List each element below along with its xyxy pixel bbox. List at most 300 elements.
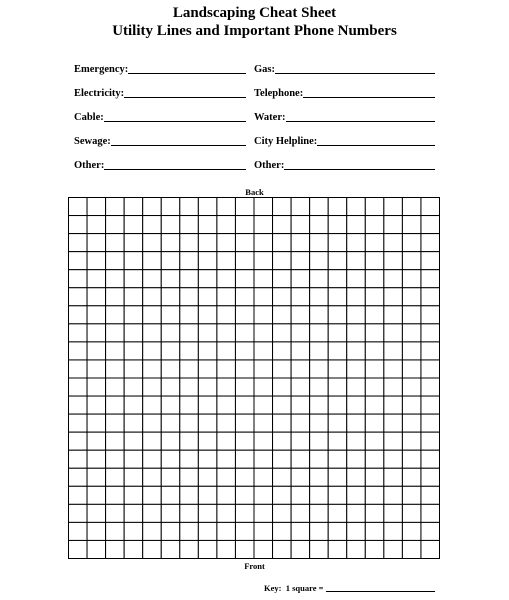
grid-square[interactable]: [291, 468, 310, 486]
grid-square[interactable]: [310, 324, 329, 342]
grid-square[interactable]: [273, 450, 292, 468]
grid-square[interactable]: [291, 324, 310, 342]
grid-square[interactable]: [235, 270, 254, 288]
grid-square[interactable]: [421, 288, 440, 306]
grid-square[interactable]: [180, 540, 199, 558]
grid-square[interactable]: [235, 234, 254, 252]
grid-square[interactable]: [328, 468, 347, 486]
grid-square[interactable]: [421, 306, 440, 324]
grid-square[interactable]: [69, 360, 88, 378]
grid-square[interactable]: [402, 360, 421, 378]
grid-square[interactable]: [310, 468, 329, 486]
grid-square[interactable]: [291, 522, 310, 540]
grid-square[interactable]: [198, 324, 217, 342]
grid-square[interactable]: [217, 324, 236, 342]
grid-square[interactable]: [310, 342, 329, 360]
write-in-line[interactable]: [111, 144, 246, 146]
grid-square[interactable]: [328, 432, 347, 450]
grid-square[interactable]: [69, 234, 88, 252]
grid-square[interactable]: [217, 540, 236, 558]
grid-square[interactable]: [106, 288, 125, 306]
grid-square[interactable]: [402, 252, 421, 270]
grid-square[interactable]: [421, 450, 440, 468]
grid-square[interactable]: [365, 414, 384, 432]
grid-square[interactable]: [310, 360, 329, 378]
grid-square[interactable]: [124, 234, 143, 252]
grid-square[interactable]: [254, 450, 273, 468]
grid-square[interactable]: [328, 504, 347, 522]
grid-square[interactable]: [161, 252, 180, 270]
grid-square[interactable]: [421, 504, 440, 522]
grid-square[interactable]: [217, 234, 236, 252]
grid-square[interactable]: [161, 216, 180, 234]
grid-square[interactable]: [180, 432, 199, 450]
grid-square[interactable]: [384, 450, 403, 468]
grid-square[interactable]: [161, 288, 180, 306]
write-in-line[interactable]: [128, 72, 246, 74]
grid-square[interactable]: [421, 486, 440, 504]
grid-square[interactable]: [291, 288, 310, 306]
grid-square[interactable]: [328, 306, 347, 324]
grid-square[interactable]: [69, 504, 88, 522]
grid-square[interactable]: [235, 504, 254, 522]
grid-square[interactable]: [310, 378, 329, 396]
grid-square[interactable]: [347, 504, 366, 522]
grid-square[interactable]: [217, 486, 236, 504]
grid-square[interactable]: [217, 468, 236, 486]
grid-square[interactable]: [235, 450, 254, 468]
grid-square[interactable]: [217, 432, 236, 450]
grid-square[interactable]: [235, 342, 254, 360]
grid-square[interactable]: [143, 324, 162, 342]
grid-square[interactable]: [235, 306, 254, 324]
grid-square[interactable]: [273, 270, 292, 288]
grid-square[interactable]: [310, 450, 329, 468]
write-in-line[interactable]: [286, 120, 436, 122]
grid-square[interactable]: [143, 198, 162, 216]
grid-square[interactable]: [124, 360, 143, 378]
grid-square[interactable]: [347, 234, 366, 252]
grid-square[interactable]: [235, 216, 254, 234]
grid-square[interactable]: [106, 468, 125, 486]
grid-square[interactable]: [310, 504, 329, 522]
grid-square[interactable]: [198, 378, 217, 396]
grid-square[interactable]: [310, 522, 329, 540]
grid-square[interactable]: [124, 342, 143, 360]
grid-square[interactable]: [124, 414, 143, 432]
grid-square[interactable]: [161, 468, 180, 486]
electricity-field[interactable]: [74, 84, 246, 100]
grid-square[interactable]: [235, 252, 254, 270]
grid-square[interactable]: [235, 324, 254, 342]
grid-square[interactable]: [87, 540, 106, 558]
grid-square[interactable]: [402, 450, 421, 468]
grid-square[interactable]: [328, 324, 347, 342]
grid-square[interactable]: [328, 378, 347, 396]
grid-square[interactable]: [124, 378, 143, 396]
grid-square[interactable]: [347, 324, 366, 342]
grid-square[interactable]: [180, 504, 199, 522]
grid-square[interactable]: [143, 288, 162, 306]
grid-square[interactable]: [143, 540, 162, 558]
grid-square[interactable]: [143, 414, 162, 432]
grid-square[interactable]: [254, 504, 273, 522]
grid-square[interactable]: [143, 342, 162, 360]
grid-square[interactable]: [402, 396, 421, 414]
grid-square[interactable]: [124, 288, 143, 306]
grid-square[interactable]: [384, 270, 403, 288]
grid-square[interactable]: [328, 396, 347, 414]
grid-square[interactable]: [273, 414, 292, 432]
grid-square[interactable]: [198, 198, 217, 216]
grid-square[interactable]: [106, 216, 125, 234]
grid-square[interactable]: [365, 540, 384, 558]
grid-square[interactable]: [124, 396, 143, 414]
grid-square[interactable]: [161, 504, 180, 522]
grid-square[interactable]: [365, 450, 384, 468]
grid-square[interactable]: [124, 504, 143, 522]
grid-square[interactable]: [124, 324, 143, 342]
grid-square[interactable]: [198, 540, 217, 558]
grid-square[interactable]: [198, 306, 217, 324]
grid-square[interactable]: [198, 450, 217, 468]
grid-square[interactable]: [328, 342, 347, 360]
grid-square[interactable]: [310, 306, 329, 324]
grid-square[interactable]: [254, 252, 273, 270]
grid-square[interactable]: [273, 468, 292, 486]
grid-square[interactable]: [217, 342, 236, 360]
grid-square[interactable]: [106, 414, 125, 432]
grid-square[interactable]: [69, 252, 88, 270]
grid-square[interactable]: [217, 504, 236, 522]
grid-square[interactable]: [328, 234, 347, 252]
grid-square[interactable]: [69, 540, 88, 558]
grid-square[interactable]: [69, 198, 88, 216]
grid-square[interactable]: [143, 522, 162, 540]
grid-square[interactable]: [365, 342, 384, 360]
grid-square[interactable]: [384, 468, 403, 486]
grid-square[interactable]: [254, 432, 273, 450]
grid-square[interactable]: [254, 486, 273, 504]
grid-square[interactable]: [124, 432, 143, 450]
grid-square[interactable]: [254, 234, 273, 252]
grid-square[interactable]: [198, 288, 217, 306]
write-in-line[interactable]: [124, 96, 246, 98]
grid-square[interactable]: [347, 522, 366, 540]
grid-square[interactable]: [291, 198, 310, 216]
grid-square[interactable]: [384, 252, 403, 270]
grid-square[interactable]: [365, 468, 384, 486]
grid-square[interactable]: [180, 306, 199, 324]
grid-square[interactable]: [347, 198, 366, 216]
grid-square[interactable]: [217, 360, 236, 378]
grid-square[interactable]: [384, 288, 403, 306]
grid-square[interactable]: [180, 360, 199, 378]
grid-square[interactable]: [365, 306, 384, 324]
grid-square[interactable]: [198, 342, 217, 360]
grid-square[interactable]: [180, 486, 199, 504]
grid-square[interactable]: [87, 270, 106, 288]
grid-square[interactable]: [384, 306, 403, 324]
grid-square[interactable]: [180, 234, 199, 252]
grid-square[interactable]: [310, 414, 329, 432]
grid-square[interactable]: [291, 504, 310, 522]
grid-square[interactable]: [198, 504, 217, 522]
grid-square[interactable]: [180, 324, 199, 342]
grid-square[interactable]: [198, 522, 217, 540]
grid-square[interactable]: [421, 378, 440, 396]
other-field-left[interactable]: [74, 156, 246, 172]
grid-square[interactable]: [106, 378, 125, 396]
grid-square[interactable]: [69, 432, 88, 450]
grid-square[interactable]: [124, 486, 143, 504]
grid-square[interactable]: [217, 306, 236, 324]
grid-square[interactable]: [384, 360, 403, 378]
grid-square[interactable]: [87, 198, 106, 216]
grid-square[interactable]: [402, 486, 421, 504]
grid-square[interactable]: [421, 252, 440, 270]
grid-square[interactable]: [328, 360, 347, 378]
grid-square[interactable]: [402, 540, 421, 558]
grid-square[interactable]: [254, 468, 273, 486]
grid-square[interactable]: [87, 252, 106, 270]
grid-square[interactable]: [402, 414, 421, 432]
grid-square[interactable]: [161, 360, 180, 378]
cable-field[interactable]: [74, 108, 246, 124]
grid-square[interactable]: [235, 522, 254, 540]
grid-square[interactable]: [310, 396, 329, 414]
grid-square[interactable]: [87, 288, 106, 306]
grid-square[interactable]: [384, 522, 403, 540]
grid-square[interactable]: [365, 504, 384, 522]
grid-square[interactable]: [347, 306, 366, 324]
grid-square[interactable]: [161, 198, 180, 216]
grid-square[interactable]: [402, 324, 421, 342]
grid-square[interactable]: [69, 216, 88, 234]
grid-square[interactable]: [402, 432, 421, 450]
grid-square[interactable]: [291, 360, 310, 378]
grid-square[interactable]: [310, 486, 329, 504]
grid-square[interactable]: [161, 396, 180, 414]
grid-square[interactable]: [180, 270, 199, 288]
grid-square[interactable]: [106, 342, 125, 360]
grid-square[interactable]: [106, 252, 125, 270]
grid-square[interactable]: [402, 198, 421, 216]
grid-square[interactable]: [217, 216, 236, 234]
grid-square[interactable]: [143, 216, 162, 234]
grid-square[interactable]: [421, 342, 440, 360]
grid-square[interactable]: [310, 270, 329, 288]
grid-square[interactable]: [291, 486, 310, 504]
grid-square[interactable]: [217, 252, 236, 270]
write-in-line[interactable]: [104, 120, 246, 122]
grid-square[interactable]: [328, 486, 347, 504]
grid-square[interactable]: [328, 216, 347, 234]
grid-square[interactable]: [273, 360, 292, 378]
grid-square[interactable]: [384, 198, 403, 216]
grid-square[interactable]: [254, 324, 273, 342]
grid-square[interactable]: [143, 432, 162, 450]
grid-square[interactable]: [106, 306, 125, 324]
grid-square[interactable]: [161, 378, 180, 396]
grid-square[interactable]: [198, 468, 217, 486]
grid-square[interactable]: [198, 270, 217, 288]
grid-square[interactable]: [365, 324, 384, 342]
grid-square[interactable]: [106, 450, 125, 468]
grid-square[interactable]: [180, 396, 199, 414]
grid-square[interactable]: [347, 270, 366, 288]
city-helpline-field[interactable]: [254, 132, 435, 148]
grid-square[interactable]: [87, 414, 106, 432]
grid-square[interactable]: [347, 396, 366, 414]
grid-square[interactable]: [161, 342, 180, 360]
grid-square[interactable]: [273, 342, 292, 360]
grid-square[interactable]: [106, 324, 125, 342]
sewage-field[interactable]: [74, 132, 246, 148]
grid-square[interactable]: [310, 234, 329, 252]
grid-square[interactable]: [347, 216, 366, 234]
grid-square[interactable]: [180, 342, 199, 360]
key-write-in-line[interactable]: [326, 590, 435, 592]
grid-square[interactable]: [384, 342, 403, 360]
grid-square[interactable]: [69, 324, 88, 342]
grid-square[interactable]: [421, 540, 440, 558]
grid-square[interactable]: [291, 306, 310, 324]
write-in-line[interactable]: [317, 144, 435, 146]
grid-square[interactable]: [365, 396, 384, 414]
write-in-line[interactable]: [303, 96, 435, 98]
grid-square[interactable]: [402, 504, 421, 522]
grid-square[interactable]: [291, 450, 310, 468]
grid-square[interactable]: [273, 396, 292, 414]
grid-square[interactable]: [106, 540, 125, 558]
grid-square[interactable]: [124, 540, 143, 558]
grid-square[interactable]: [310, 432, 329, 450]
grid-square[interactable]: [421, 468, 440, 486]
grid-square[interactable]: [106, 522, 125, 540]
grid-square[interactable]: [347, 378, 366, 396]
grid-square[interactable]: [254, 414, 273, 432]
grid-square[interactable]: [180, 450, 199, 468]
grid-square[interactable]: [143, 306, 162, 324]
grid-square[interactable]: [402, 216, 421, 234]
grid-square[interactable]: [421, 234, 440, 252]
grid-square[interactable]: [365, 360, 384, 378]
grid-square[interactable]: [254, 342, 273, 360]
grid-square[interactable]: [161, 432, 180, 450]
write-in-line[interactable]: [284, 168, 435, 170]
grid-square[interactable]: [347, 288, 366, 306]
grid-square[interactable]: [124, 306, 143, 324]
grid-square[interactable]: [310, 252, 329, 270]
grid-square[interactable]: [273, 522, 292, 540]
grid-square[interactable]: [365, 522, 384, 540]
grid-square[interactable]: [365, 432, 384, 450]
grid-square[interactable]: [384, 432, 403, 450]
grid-square[interactable]: [347, 450, 366, 468]
grid-square[interactable]: [217, 288, 236, 306]
grid-square[interactable]: [87, 216, 106, 234]
grid-square[interactable]: [365, 216, 384, 234]
grid-square[interactable]: [235, 468, 254, 486]
grid-square[interactable]: [198, 486, 217, 504]
grid-square[interactable]: [291, 540, 310, 558]
grid-square[interactable]: [347, 360, 366, 378]
grid-square[interactable]: [161, 270, 180, 288]
grid-square[interactable]: [365, 288, 384, 306]
grid-square[interactable]: [180, 288, 199, 306]
layout-grid[interactable]: [68, 197, 440, 559]
grid-square[interactable]: [421, 396, 440, 414]
grid-square[interactable]: [273, 324, 292, 342]
grid-square[interactable]: [198, 360, 217, 378]
grid-square[interactable]: [254, 216, 273, 234]
grid-square[interactable]: [161, 540, 180, 558]
grid-square[interactable]: [69, 486, 88, 504]
grid-square[interactable]: [235, 288, 254, 306]
grid-square[interactable]: [365, 486, 384, 504]
grid-square[interactable]: [124, 468, 143, 486]
grid-square[interactable]: [254, 378, 273, 396]
grid-square[interactable]: [291, 252, 310, 270]
grid-square[interactable]: [161, 414, 180, 432]
grid-square[interactable]: [161, 234, 180, 252]
grid-square[interactable]: [328, 270, 347, 288]
grid-square[interactable]: [235, 414, 254, 432]
grid-square[interactable]: [217, 198, 236, 216]
grid-square[interactable]: [235, 378, 254, 396]
grid-square[interactable]: [124, 252, 143, 270]
grid-square[interactable]: [402, 342, 421, 360]
grid-square[interactable]: [87, 306, 106, 324]
grid-square[interactable]: [421, 270, 440, 288]
grid-square[interactable]: [235, 360, 254, 378]
grid-square[interactable]: [217, 450, 236, 468]
grid-square[interactable]: [347, 414, 366, 432]
grid-square[interactable]: [402, 306, 421, 324]
grid-square[interactable]: [254, 522, 273, 540]
grid-square[interactable]: [421, 432, 440, 450]
grid-square[interactable]: [310, 198, 329, 216]
scale-key[interactable]: [264, 581, 435, 593]
grid-square[interactable]: [235, 432, 254, 450]
grid-square[interactable]: [273, 234, 292, 252]
grid-square[interactable]: [254, 270, 273, 288]
grid-square[interactable]: [328, 288, 347, 306]
grid-square[interactable]: [421, 360, 440, 378]
grid-square[interactable]: [143, 378, 162, 396]
grid-square[interactable]: [291, 396, 310, 414]
grid-square[interactable]: [254, 198, 273, 216]
grid-square[interactable]: [198, 432, 217, 450]
grid-square[interactable]: [69, 396, 88, 414]
grid-square[interactable]: [235, 486, 254, 504]
grid-square[interactable]: [273, 306, 292, 324]
grid-square[interactable]: [365, 252, 384, 270]
grid-square[interactable]: [421, 198, 440, 216]
grid-square[interactable]: [402, 468, 421, 486]
grid-square[interactable]: [273, 198, 292, 216]
grid-square[interactable]: [143, 450, 162, 468]
grid-square[interactable]: [124, 198, 143, 216]
grid-square[interactable]: [402, 270, 421, 288]
grid-square[interactable]: [198, 234, 217, 252]
grid-square[interactable]: [328, 522, 347, 540]
grid-square[interactable]: [291, 378, 310, 396]
grid-square[interactable]: [180, 216, 199, 234]
grid-square[interactable]: [254, 360, 273, 378]
grid-square[interactable]: [69, 342, 88, 360]
